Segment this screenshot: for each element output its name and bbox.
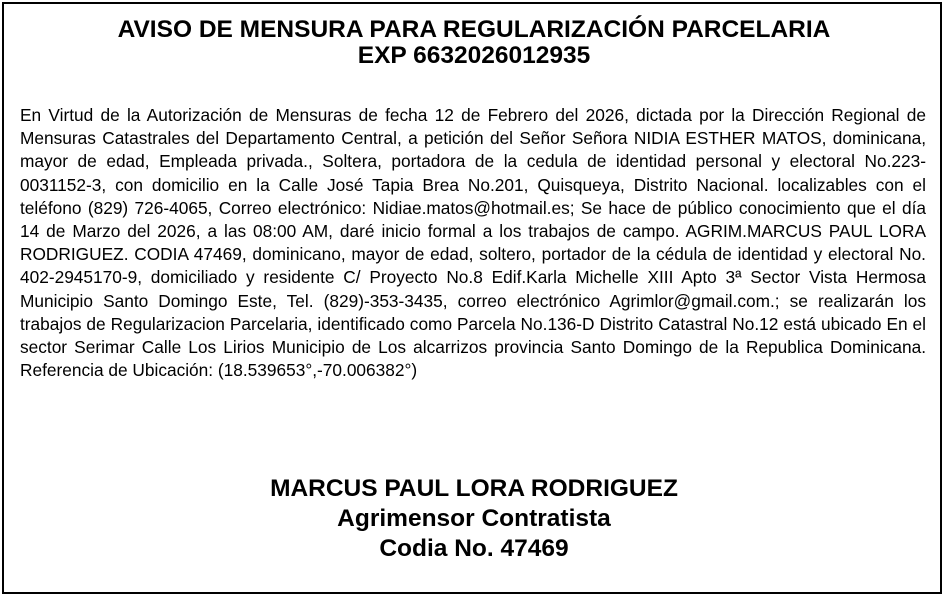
notice-title-line-1: AVISO DE MENSURA PARA REGULARIZACIÓN PARCELARIA	[117, 16, 831, 43]
signature-block	[0, 474, 948, 564]
notice-title	[0, 17, 948, 69]
notice-expedient-number: EXP 6632026012935	[357, 42, 591, 69]
notice-body: En Virtud de la Autorización de Mensuras de fecha 12 de Febrero del 2026, dictada por la Dirección Regional de Mensuras Catastrales del Departamento Central, a petición del Señor Señora NIDIA ESTHER MATOS, dominicana, mayor de edad, Empleada privada., Soltera, portadora de la cedula de identidad personal y electoral No.223-0031152-3, con domicilio en la Calle José Tapia Brea No.201, Quisqueya, Distrito Nacional. localizables con el teléfono (829) 726-4065, Correo electrónico: Nidiae.matos@hotmail.es; Se hace de público conocimiento que el día 14 de Marzo del 2026, a las 08:00 AM, daré inicio formal a los trabajos de campo. AGRIM.MARCUS PAUL LORA RODRIGUEZ. CODIA 47469, dominicano, mayor de edad, soltero, portador de la cédula de identidad y electoral No. 402-2945170-9, domiciliado y residente C/ Proyecto No.8 Edif.Karla Michelle XIII Apto 3ª Sector Vista Hermosa Municipio Santo Domingo Este, Tel. (829)-353-3435, correo electrónico Agrimlor@gmail.com.; se realizarán los trabajos de Regularizacion Parcelaria, identificado como Parcela No.136-D Distrito Catastral No.12 está ubicado En el sector Serimar Calle Los Lirios Municipio de Los alcarrizos provincia Santo Domingo de la Republica Dominicana. Referencia de Ubicación: (18.539653°,-70.006382°)	[20, 105, 926, 381]
signature-role: Agrimensor Contratista	[337, 505, 611, 532]
signature-codia: Codia No. 47469	[379, 535, 569, 562]
signature-name: MARCUS PAUL LORA RODRIGUEZ	[270, 475, 678, 502]
